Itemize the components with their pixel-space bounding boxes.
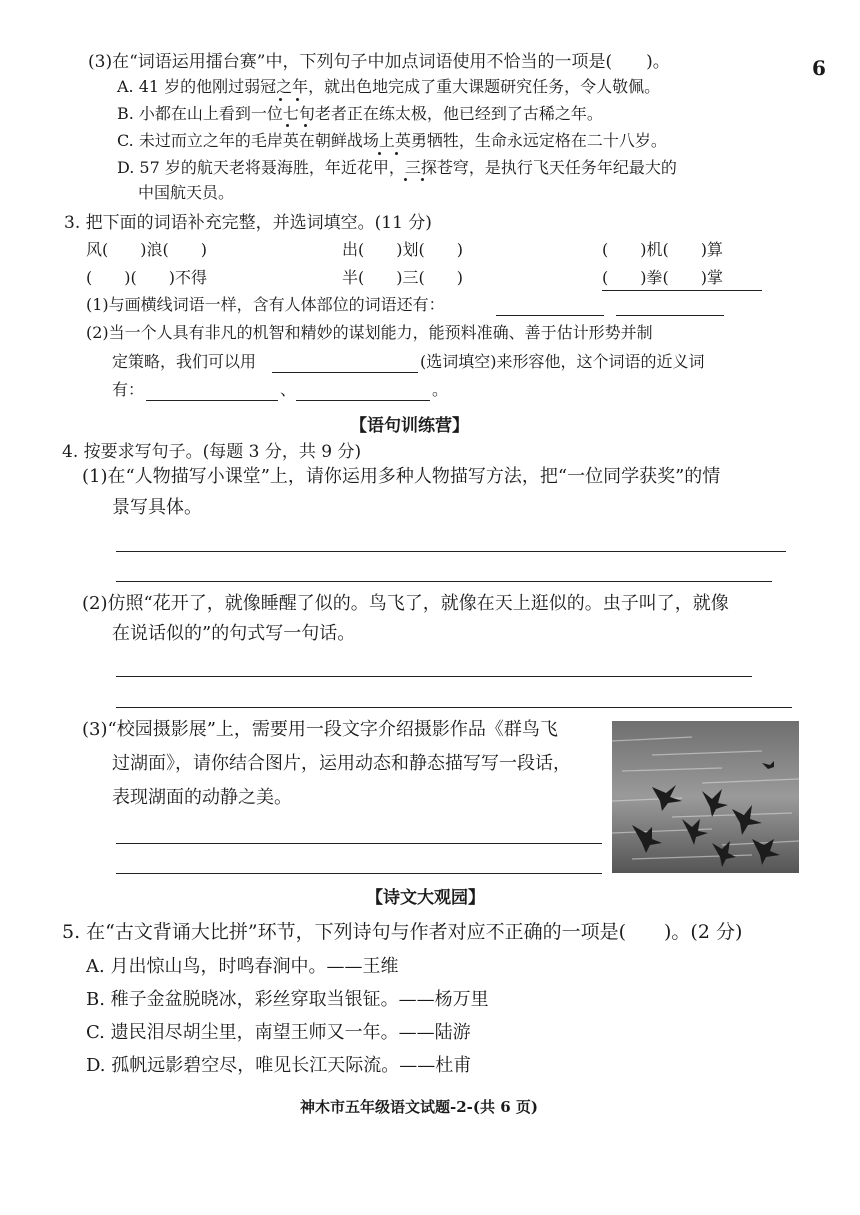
q4-s3-line2: 过湖面》，请你结合图片，运用动态和静态描写写一段话， (112, 753, 571, 774)
q3-sub2-line3a: 有： (112, 380, 145, 399)
q3-word-4: ( )( )不得 (86, 268, 207, 287)
birds-over-lake-photo (612, 721, 799, 873)
q5-option-b: B. 稚子金盆脱晓冰，彩丝穿取当银钲。——杨万里 (86, 989, 489, 1010)
emphasis-dot (296, 98, 299, 101)
q3-sub2-line2a: 定策略，我们可以用 (112, 352, 257, 371)
emphasis-dot (421, 178, 424, 181)
q3-word-6: ( )拳( )掌 (602, 268, 723, 287)
q4-s3-line3: 表现湖面的动静之美。 (112, 787, 292, 808)
answer-line[interactable] (616, 315, 724, 316)
q4-s1-line1: (1)在“人物描写小课堂”上，请你运用多种人物描写方法，把“一位同学获奖”的情 (82, 466, 721, 487)
q5-option-c: C. 遗民泪尽胡尘里，南望王师又一年。——陆游 (86, 1022, 471, 1043)
q3-word-2: 出( )划( ) (342, 240, 463, 259)
writing-line[interactable] (116, 676, 752, 677)
answer-line[interactable] (272, 372, 418, 373)
word-underline (602, 290, 762, 291)
section-heading-poetry: 【诗文大观园】 (366, 888, 485, 908)
q2-3-option-c: C. 未过而立之年的毛岸英在朝鲜战场上英勇牺牲，生命永远定格在二十八岁。 (117, 131, 667, 150)
q3-sub1: (1)与画横线词语一样，含有人体部位的词语还有： (86, 295, 445, 314)
q4-s2-line2: 在说话似的”的句式写一句话。 (112, 623, 356, 644)
q3-sub2-line3b: 、 (280, 380, 297, 399)
q2-3-stem: (3)在“词语运用擂台赛”中，下列句子中加点词语使用不恰当的一项是( )。 (88, 52, 670, 72)
q2-3-option-b: B. 小都在山上看到一位七旬老者正在练太极，他已经到了古稀之年。 (117, 104, 603, 123)
q2-3-option-d-line1: D. 57 岁的航天老将聂海胜，年近花甲，三探苍穹，是执行飞天任务年纪最大的 (117, 158, 677, 177)
page-footer: 神木市五年级语文试题-2-(共 6 页) (300, 1098, 538, 1116)
emphasis-dot (304, 124, 307, 127)
q3-sub2-line3c: 。 (432, 380, 449, 399)
q5-title: 5. 在“古文背诵大比拼”环节，下列诗句与作者对应不正确的一项是( )。(2 分) (62, 921, 743, 943)
writing-line[interactable] (116, 551, 786, 552)
q3-word-1: 风( )浪( ) (86, 240, 207, 259)
q4-title: 4. 按要求写句子。(每题 3 分，共 9 分) (62, 442, 362, 462)
emphasis-dot (286, 124, 289, 127)
emphasis-dot (279, 98, 282, 101)
answer-line[interactable] (146, 400, 278, 401)
emphasis-dot (395, 152, 398, 155)
q3-word-5: 半( )三( ) (342, 268, 463, 287)
writing-line[interactable] (116, 581, 772, 582)
q3-sub2-line1: (2)当一个人具有非凡的机智和精妙的谋划能力，能预料准确、善于估计形势并制 (86, 323, 653, 342)
q3-title: 3. 把下面的词语补充完整，并选词填空。(11 分) (64, 213, 432, 233)
q3-sub2-line2b: (选词填空)来形容他，这个词语的近义词 (420, 352, 705, 371)
q4-s2-line1: (2)仿照“花开了，就像睡醒了似的。鸟飞了，就像在天上逛似的。虫子叫了，就像 (82, 593, 729, 614)
writing-line[interactable] (116, 873, 602, 874)
q2-3-option-d-line2: 中国航天员。 (138, 183, 235, 202)
q2-3-option-a: A. 41 岁的他刚过弱冠之年，就出色地完成了重大课题研究任务，令人敬佩。 (117, 77, 661, 96)
section-heading-sentence: 【语句训练营】 (350, 416, 469, 436)
q3-word-3: ( )机( )算 (602, 240, 723, 259)
answer-line[interactable] (296, 400, 430, 401)
q4-s3-line1: (3)“校园摄影展”上，需要用一段文字介绍摄影作品《群鸟飞 (82, 719, 558, 740)
writing-line[interactable] (116, 843, 602, 844)
writing-line[interactable] (116, 707, 792, 708)
q5-option-a: A. 月出惊山鸟，时鸣春涧中。——王维 (86, 956, 399, 977)
q5-option-d: D. 孤帆远影碧空尽，唯见长江天际流。——杜甫 (86, 1055, 472, 1076)
emphasis-dot (378, 152, 381, 155)
answer-line[interactable] (496, 315, 604, 316)
page-number: 6 (812, 56, 826, 80)
q4-s1-line2: 景写具体。 (112, 497, 202, 518)
emphasis-dot (404, 178, 407, 181)
